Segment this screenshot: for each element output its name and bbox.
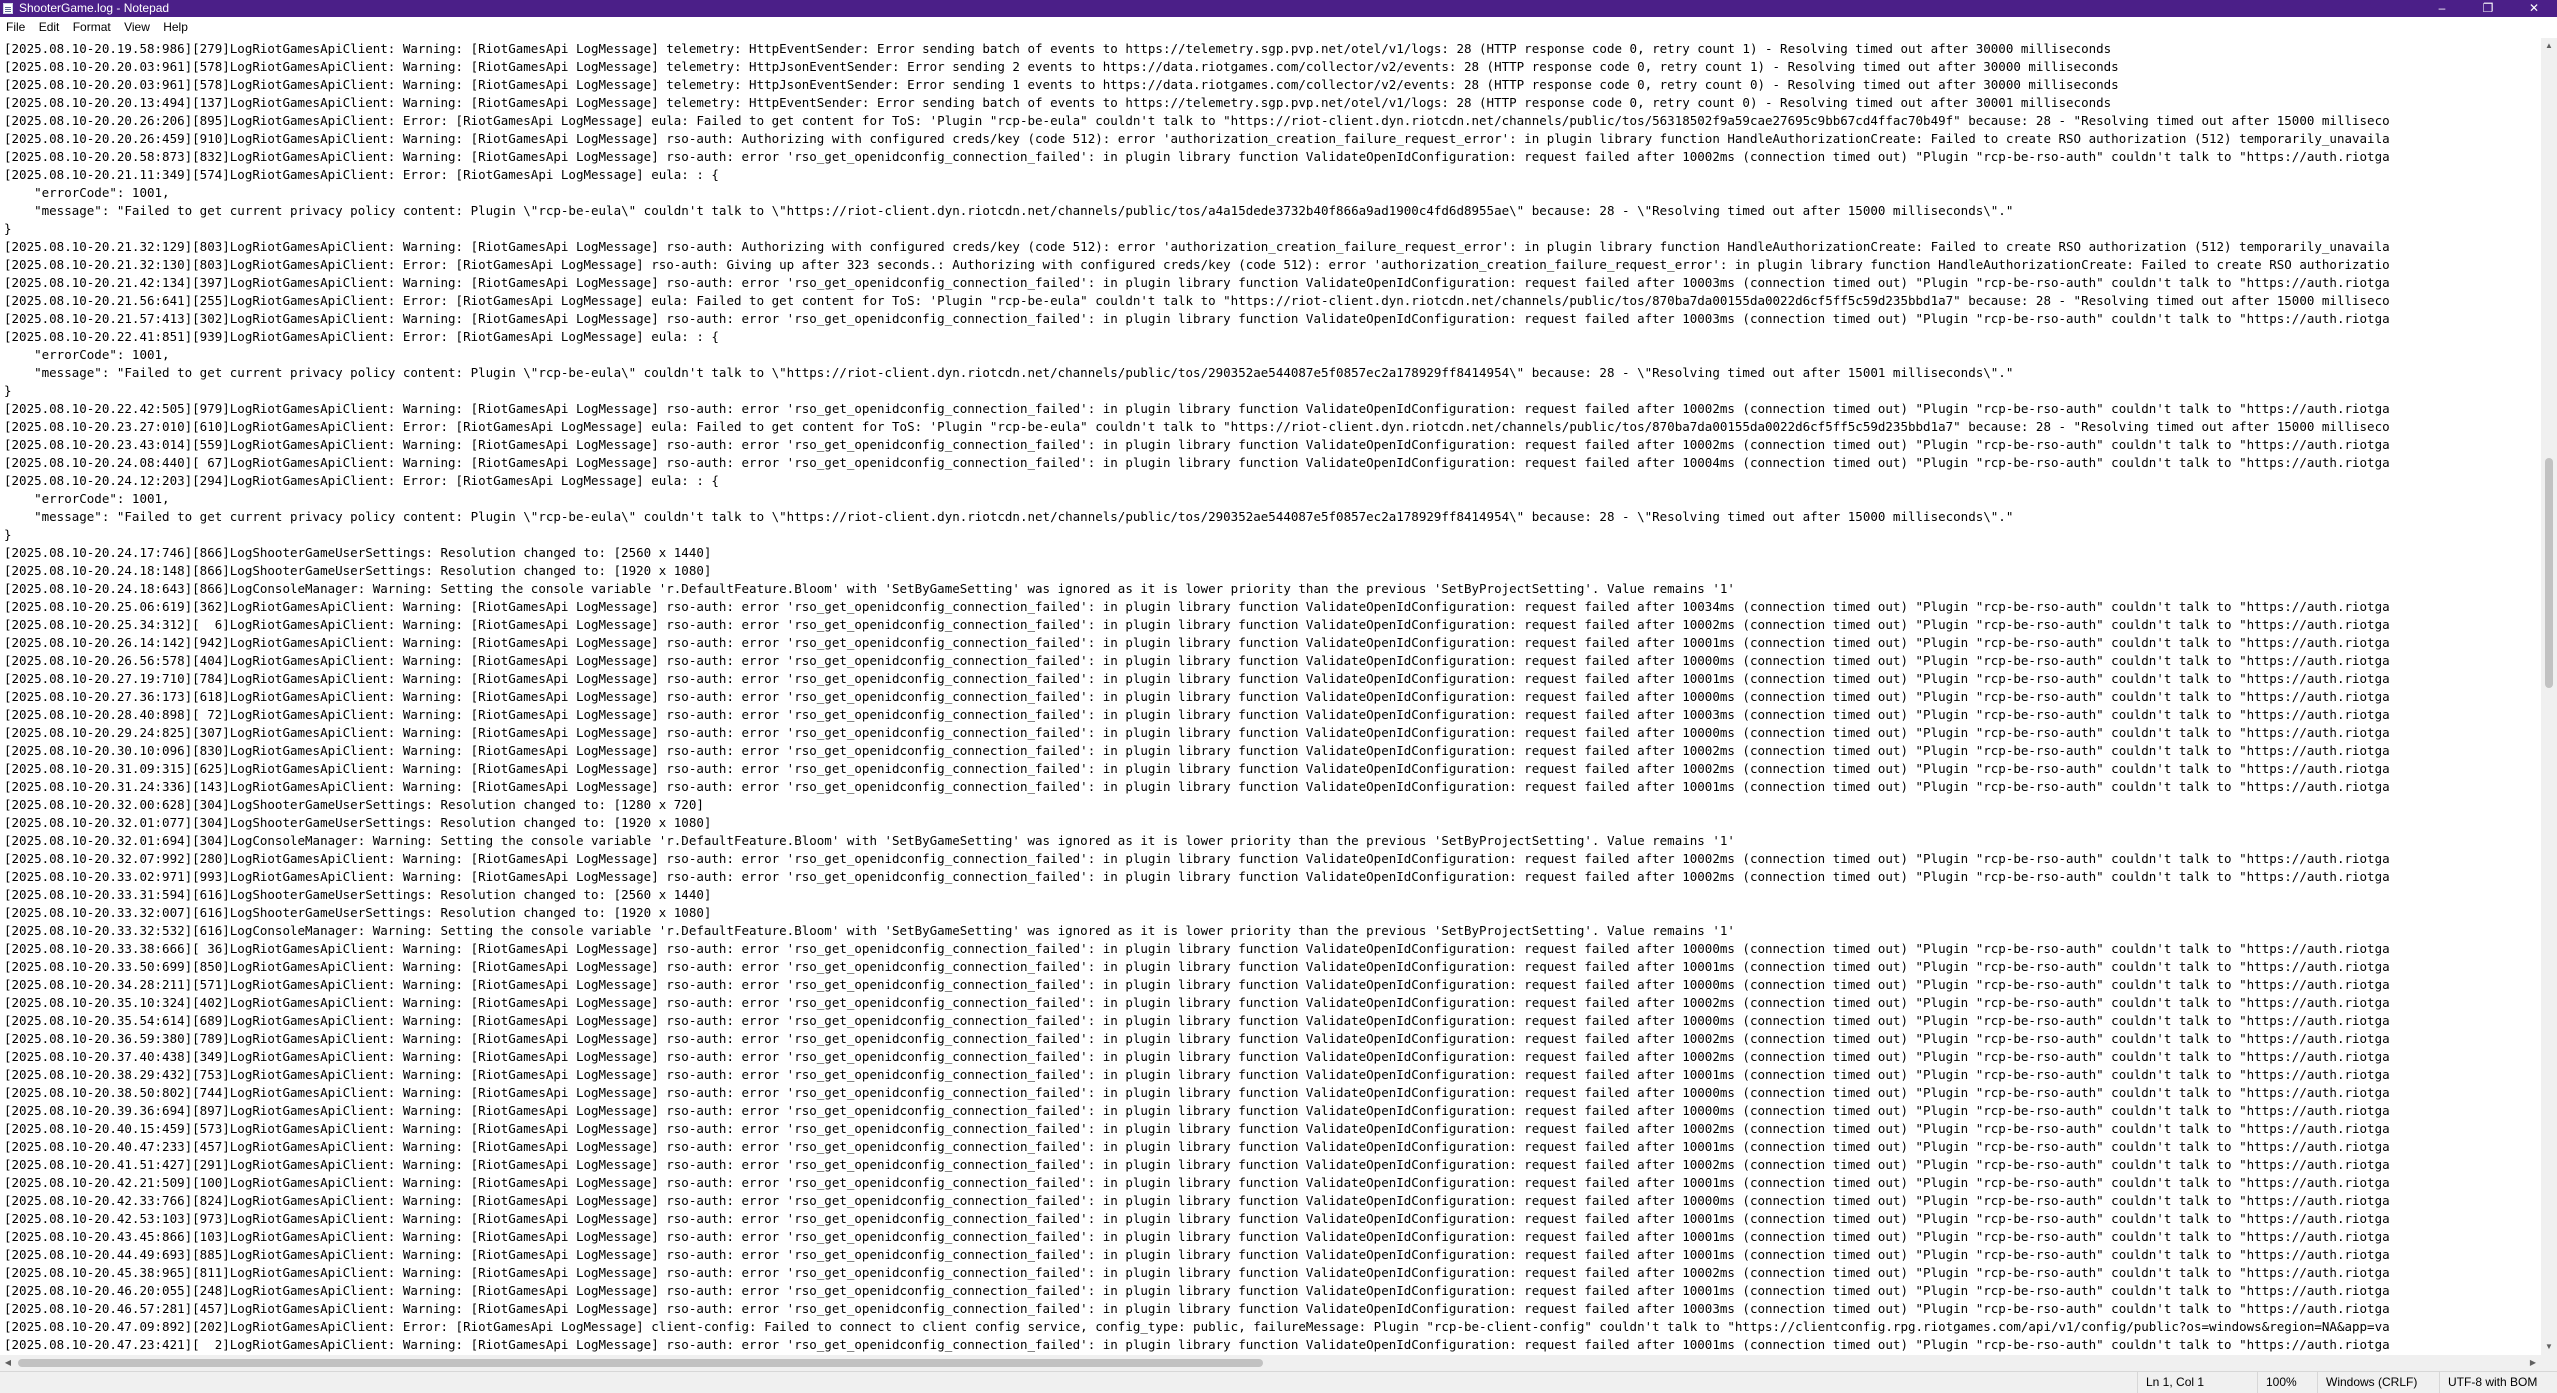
log-content[interactable] [0,38,2541,1354]
log-line: [2025.08.10-20.20.58:873][832]LogRiotGamesApiClient: Warning: [RiotGamesApi LogMessage] rso-auth: error 'rso_get_openidconfig_connection_failed': in plugin library function ValidateOpenIdConfiguration: request failed after 10002ms (connection timed out) "Plugin "rcp-be-rso-auth" couldn't talk to "https://auth.riotga [4,149,2390,164]
vertical-scroll-thumb[interactable] [2545,458,2553,688]
log-line: "errorCode": 1001, [4,347,170,362]
log-line: [2025.08.10-20.46.57:281][457]LogRiotGamesApiClient: Warning: [RiotGamesApi LogMessage] rso-auth: error 'rso_get_openidconfig_connection_failed': in plugin library function ValidateOpenIdConfiguration: request failed after 10003ms (connection timed out) "Plugin "rcp-be-rso-auth" couldn't talk to "https://auth.riotga [4,1301,2390,1316]
log-line: [2025.08.10-20.37.40:438][349]LogRiotGamesApiClient: Warning: [RiotGamesApi LogMessage] rso-auth: error 'rso_get_openidconfig_connection_failed': in plugin library function ValidateOpenIdConfiguration: request failed after 10002ms (connection timed out) "Plugin "rcp-be-rso-auth" couldn't talk to "https://auth.riotga [4,1049,2390,1064]
log-line: [2025.08.10-20.20.26:206][895]LogRiotGamesApiClient: Error: [RiotGamesApi LogMessage] eula: Failed to get content for ToS: 'Plugin "rcp-be-eula" couldn't talk to "https://riot-client.dyn.riotcdn.net/channels/public/tos/56318502f9a59cae27695c9bb67cd4ffac70b49f" because: 28 - "Resolving timed out after 15000 milliseco [4,113,2390,128]
log-line: "message": "Failed to get current privacy policy content: Plugin \"rcp-be-eula\" couldn't talk to \"https://riot-client.dyn.riotcdn.net/channels/public/tos/290352ae544087e5f0857ec2a178929ff8414954\" because: 28 - \"Resolving timed out after 15000 milliseconds\"." [4,509,2014,524]
log-line: [2025.08.10-20.33.32:532][616]LogConsoleManager: Warning: Setting the console variable 'r.DefaultFeature.Bloom' with 'SetByGameSetting' was ignored as it is lower priority than the previous 'SetByProjectSetting'. Value remains '1' [4,923,1735,938]
maximize-button[interactable]: ❐ [2482,1,2494,15]
log-line: [2025.08.10-20.21.11:349][574]LogRiotGamesApiClient: Error: [RiotGamesApi LogMessage] eula: : { [4,167,719,182]
log-line: [2025.08.10-20.32.01:077][304]LogShooterGameUserSettings: Resolution changed to: [1920 x 1080] [4,815,712,830]
window-title: ShooterGame.log - Notepad [19,1,170,15]
log-line: [2025.08.10-20.40.15:459][573]LogRiotGamesApiClient: Warning: [RiotGamesApi LogMessage] rso-auth: error 'rso_get_openidconfig_connection_failed': in plugin library function ValidateOpenIdConfiguration: request failed after 10002ms (connection timed out) "Plugin "rcp-be-rso-auth" couldn't talk to "https://auth.riotga [4,1121,2390,1136]
log-line: [2025.08.10-20.20.13:494][137]LogRiotGamesApiClient: Warning: [RiotGamesApi LogMessage] telemetry: HttpEventSender: Error sending batch of events to https://telemetry.sgp.pvp.net/otel/v1/logs: 28 (HTTP response code 0, retry count 0) - Resolving timed out after 30001 milliseconds [4,95,2112,110]
log-line: [2025.08.10-20.32.00:628][304]LogShooterGameUserSettings: Resolution changed to: [1280 x 720] [4,797,704,812]
log-line: [2025.08.10-20.25.34:312][ 6]LogRiotGamesApiClient: Warning: [RiotGamesApi LogMessage] rso-auth: error 'rso_get_openidconfig_connection_failed': in plugin library function ValidateOpenIdConfiguration: request failed after 10002ms (connection timed out) "Plugin "rcp-be-rso-auth" couldn't talk to "https://auth.riotga [4,617,2390,632]
vertical-scrollbar[interactable] [2541,38,2557,1355]
close-button[interactable]: ✕ [2528,1,2540,15]
log-line: [2025.08.10-20.24.08:440][ 67]LogRiotGamesApiClient: Warning: [RiotGamesApi LogMessage] rso-auth: error 'rso_get_openidconfig_connection_failed': in plugin library function ValidateOpenIdConfiguration: request failed after 10004ms (connection timed out) "Plugin "rcp-be-rso-auth" couldn't talk to "https://auth.riotga [4,455,2390,470]
notepad-icon [3,3,13,14]
log-line: [2025.08.10-20.45.38:965][811]LogRiotGamesApiClient: Warning: [RiotGamesApi LogMessage] rso-auth: error 'rso_get_openidconfig_connection_failed': in plugin library function ValidateOpenIdConfiguration: request failed after 10002ms (connection timed out) "Plugin "rcp-be-rso-auth" couldn't talk to "https://auth.riotga [4,1265,2390,1280]
log-line: [2025.08.10-20.47.23:421][ 2]LogRiotGamesApiClient: Warning: [RiotGamesApi LogMessage] rso-auth: error 'rso_get_openidconfig_connection_failed': in plugin library function ValidateOpenIdConfiguration: request failed after 10001ms (connection timed out) "Plugin "rcp-be-rso-auth" couldn't talk to "https://auth.riotga [4,1337,2390,1352]
log-line: } [4,221,12,236]
log-line: "errorCode": 1001, [4,491,170,506]
log-line: [2025.08.10-20.39.36:694][897]LogRiotGamesApiClient: Warning: [RiotGamesApi LogMessage] rso-auth: error 'rso_get_openidconfig_connection_failed': in plugin library function ValidateOpenIdConfiguration: request failed after 10000ms (connection timed out) "Plugin "rcp-be-rso-auth" couldn't talk to "https://auth.riotga [4,1103,2390,1118]
horizontal-scroll-thumb[interactable] [18,1359,1263,1367]
log-line: [2025.08.10-20.31.09:315][625]LogRiotGamesApiClient: Warning: [RiotGamesApi LogMessage] rso-auth: error 'rso_get_openidconfig_connection_failed': in plugin library function ValidateOpenIdConfiguration: request failed after 10002ms (connection timed out) "Plugin "rcp-be-rso-auth" couldn't talk to "https://auth.riotga [4,761,2390,776]
log-line: [2025.08.10-20.19.58:986][279]LogRiotGamesApiClient: Warning: [RiotGamesApi LogMessage] telemetry: HttpEventSender: Error sending batch of events to https://telemetry.sgp.pvp.net/otel/v1/logs: 28 (HTTP response code 0, retry count 1) - Resolving timed out after 30000 milliseconds [4,41,2112,56]
log-line: [2025.08.10-20.24.17:746][866]LogShooterGameUserSettings: Resolution changed to: [2560 x 1440] [4,545,712,560]
encoding: UTF-8 with BOM [2439,1372,2557,1393]
log-line: [2025.08.10-20.24.18:148][866]LogShooterGameUserSettings: Resolution changed to: [1920 x 1080] [4,563,712,578]
log-line: [2025.08.10-20.32.01:694][304]LogConsoleManager: Warning: Setting the console variable 'r.DefaultFeature.Bloom' with 'SetByGameSetting' was ignored as it is lower priority than the previous 'SetByProjectSetting'. Value remains '1' [4,833,1735,848]
log-line: "message": "Failed to get current privacy policy content: Plugin \"rcp-be-eula\" couldn't talk to \"https://riot-client.dyn.riotcdn.net/channels/public/tos/a4a15dede3732b40f866a9ad1900c4fd6d8955ae\" because: 28 - \"Resolving timed out after 15000 milliseconds\"." [4,203,2014,218]
scroll-up-icon[interactable]: ▲ [2545,41,2553,50]
zoom-level: 100% [2257,1372,2317,1393]
log-line: [2025.08.10-20.21.42:134][397]LogRiotGamesApiClient: Warning: [RiotGamesApi LogMessage] rso-auth: error 'rso_get_openidconfig_connection_failed': in plugin library function ValidateOpenIdConfiguration: request failed after 10003ms (connection timed out) "Plugin "rcp-be-rso-auth" couldn't talk to "https://auth.riotga [4,275,2390,290]
log-line: [2025.08.10-20.27.36:173][618]LogRiotGamesApiClient: Warning: [RiotGamesApi LogMessage] rso-auth: error 'rso_get_openidconfig_connection_failed': in plugin library function ValidateOpenIdConfiguration: request failed after 10000ms (connection timed out) "Plugin "rcp-be-rso-auth" couldn't talk to "https://auth.riotga [4,689,2390,704]
log-line: [2025.08.10-20.33.50:699][850]LogRiotGamesApiClient: Warning: [RiotGamesApi LogMessage] rso-auth: error 'rso_get_openidconfig_connection_failed': in plugin library function ValidateOpenIdConfiguration: request failed after 10001ms (connection timed out) "Plugin "rcp-be-rso-auth" couldn't talk to "https://auth.riotga [4,959,2390,974]
status-bar [0,1371,2557,1393]
menu-file[interactable]: File [6,20,26,34]
log-line: [2025.08.10-20.26.14:142][942]LogRiotGamesApiClient: Warning: [RiotGamesApi LogMessage] rso-auth: error 'rso_get_openidconfig_connection_failed': in plugin library function ValidateOpenIdConfiguration: request failed after 10001ms (connection timed out) "Plugin "rcp-be-rso-auth" couldn't talk to "https://auth.riotga [4,635,2390,650]
log-line: [2025.08.10-20.25.06:619][362]LogRiotGamesApiClient: Warning: [RiotGamesApi LogMessage] rso-auth: error 'rso_get_openidconfig_connection_failed': in plugin library function ValidateOpenIdConfiguration: request failed after 10034ms (connection timed out) "Plugin "rcp-be-rso-auth" couldn't talk to "https://auth.riotga [4,599,2390,614]
log-line: [2025.08.10-20.33.02:971][993]LogRiotGamesApiClient: Warning: [RiotGamesApi LogMessage] rso-auth: error 'rso_get_openidconfig_connection_failed': in plugin library function ValidateOpenIdConfiguration: request failed after 10002ms (connection timed out) "Plugin "rcp-be-rso-auth" couldn't talk to "https://auth.riotga [4,869,2390,884]
log-line: [2025.08.10-20.46.20:055][248]LogRiotGamesApiClient: Warning: [RiotGamesApi LogMessage] rso-auth: error 'rso_get_openidconfig_connection_failed': in plugin library function ValidateOpenIdConfiguration: request failed after 10001ms (connection timed out) "Plugin "rcp-be-rso-auth" couldn't talk to "https://auth.riotga [4,1283,2390,1298]
log-line: [2025.08.10-20.42.53:103][973]LogRiotGamesApiClient: Warning: [RiotGamesApi LogMessage] rso-auth: error 'rso_get_openidconfig_connection_failed': in plugin library function ValidateOpenIdConfiguration: request failed after 10001ms (connection timed out) "Plugin "rcp-be-rso-auth" couldn't talk to "https://auth.riotga [4,1211,2390,1226]
log-line: [2025.08.10-20.40.47:233][457]LogRiotGamesApiClient: Warning: [RiotGamesApi LogMessage] rso-auth: error 'rso_get_openidconfig_connection_failed': in plugin library function ValidateOpenIdConfiguration: request failed after 10001ms (connection timed out) "Plugin "rcp-be-rso-auth" couldn't talk to "https://auth.riotga [4,1139,2390,1154]
menu-bar [0,17,2557,38]
log-line: [2025.08.10-20.47.09:892][202]LogRiotGamesApiClient: Error: [RiotGamesApi LogMessage] client-config: Failed to connect to client config service, config_type: public, failureMessage: Plugin "rcp-be-client-config" couldn't talk to "https://clientconfig.rpg.riotgames.com/api/v1/config/public?os=windows&region=NA&app=va [4,1319,2390,1334]
log-line: [2025.08.10-20.43.45:866][103]LogRiotGamesApiClient: Warning: [RiotGamesApi LogMessage] rso-auth: error 'rso_get_openidconfig_connection_failed': in plugin library function ValidateOpenIdConfiguration: request failed after 10001ms (connection timed out) "Plugin "rcp-be-rso-auth" couldn't talk to "https://auth.riotga [4,1229,2390,1244]
scroll-right-icon[interactable]: ▶ [2529,1358,2537,1367]
log-line: [2025.08.10-20.38.50:802][744]LogRiotGamesApiClient: Warning: [RiotGamesApi LogMessage] rso-auth: error 'rso_get_openidconfig_connection_failed': in plugin library function ValidateOpenIdConfiguration: request failed after 10000ms (connection timed out) "Plugin "rcp-be-rso-auth" couldn't talk to "https://auth.riotga [4,1085,2390,1100]
log-line: [2025.08.10-20.30.10:096][830]LogRiotGamesApiClient: Warning: [RiotGamesApi LogMessage] rso-auth: error 'rso_get_openidconfig_connection_failed': in plugin library function ValidateOpenIdConfiguration: request failed after 10002ms (connection timed out) "Plugin "rcp-be-rso-auth" couldn't talk to "https://auth.riotga [4,743,2390,758]
log-line: [2025.08.10-20.34.28:211][571]LogRiotGamesApiClient: Warning: [RiotGamesApi LogMessage] rso-auth: error 'rso_get_openidconfig_connection_failed': in plugin library function ValidateOpenIdConfiguration: request failed after 10000ms (connection timed out) "Plugin "rcp-be-rso-auth" couldn't talk to "https://auth.riotga [4,977,2390,992]
log-line: [2025.08.10-20.20.03:961][578]LogRiotGamesApiClient: Warning: [RiotGamesApi LogMessage] telemetry: HttpJsonEventSender: Error sending 2 events to https://data.riotgames.com/collector/v2/events: 28 (HTTP response code 0, retry count 1) - Resolving timed out after 30000 milliseconds [4,59,2119,74]
log-line: } [4,383,12,398]
log-line: [2025.08.10-20.35.10:324][402]LogRiotGamesApiClient: Warning: [RiotGamesApi LogMessage] rso-auth: error 'rso_get_openidconfig_connection_failed': in plugin library function ValidateOpenIdConfiguration: request failed after 10002ms (connection timed out) "Plugin "rcp-be-rso-auth" couldn't talk to "https://auth.riotga [4,995,2390,1010]
log-line: [2025.08.10-20.31.24:336][143]LogRiotGamesApiClient: Warning: [RiotGamesApi LogMessage] rso-auth: error 'rso_get_openidconfig_connection_failed': in plugin library function ValidateOpenIdConfiguration: request failed after 10001ms (connection timed out) "Plugin "rcp-be-rso-auth" couldn't talk to "https://auth.riotga [4,779,2390,794]
window-controls [2419,0,2557,17]
log-line: [2025.08.10-20.21.57:413][302]LogRiotGamesApiClient: Warning: [RiotGamesApi LogMessage] rso-auth: error 'rso_get_openidconfig_connection_failed': in plugin library function ValidateOpenIdConfiguration: request failed after 10003ms (connection timed out) "Plugin "rcp-be-rso-auth" couldn't talk to "https://auth.riotga [4,311,2390,326]
log-line: [2025.08.10-20.28.40:898][ 72]LogRiotGamesApiClient: Warning: [RiotGamesApi LogMessage] rso-auth: error 'rso_get_openidconfig_connection_failed': in plugin library function ValidateOpenIdConfiguration: request failed after 10003ms (connection timed out) "Plugin "rcp-be-rso-auth" couldn't talk to "https://auth.riotga [4,707,2390,722]
log-line: [2025.08.10-20.24.18:643][866]LogConsoleManager: Warning: Setting the console variable 'r.DefaultFeature.Bloom' with 'SetByGameSetting' was ignored as it is lower priority than the previous 'SetByProjectSetting'. Value remains '1' [4,581,1735,596]
log-line: [2025.08.10-20.22.42:505][979]LogRiotGamesApiClient: Warning: [RiotGamesApi LogMessage] rso-auth: error 'rso_get_openidconfig_connection_failed': in plugin library function ValidateOpenIdConfiguration: request failed after 10002ms (connection timed out) "Plugin "rcp-be-rso-auth" couldn't talk to "https://auth.riotga [4,401,2390,416]
log-line: [2025.08.10-20.42.33:766][824]LogRiotGamesApiClient: Warning: [RiotGamesApi LogMessage] rso-auth: error 'rso_get_openidconfig_connection_failed': in plugin library function ValidateOpenIdConfiguration: request failed after 10000ms (connection timed out) "Plugin "rcp-be-rso-auth" couldn't talk to "https://auth.riotga [4,1193,2390,1208]
menu-help[interactable]: Help [163,20,188,34]
scroll-left-icon[interactable]: ◀ [4,1358,12,1367]
log-line: [2025.08.10-20.35.54:614][689]LogRiotGamesApiClient: Warning: [RiotGamesApi LogMessage] rso-auth: error 'rso_get_openidconfig_connection_failed': in plugin library function ValidateOpenIdConfiguration: request failed after 10000ms (connection timed out) "Plugin "rcp-be-rso-auth" couldn't talk to "https://auth.riotga [4,1013,2390,1028]
log-line: [2025.08.10-20.21.32:129][803]LogRiotGamesApiClient: Warning: [RiotGamesApi LogMessage] rso-auth: Authorizing with configured creds/key (code 512): error 'authorization_creation_failure_request_error': in plugin library function HandleAuthorizationCreate: Failed to create RSO authorization (512) temporarily_unavaila [4,239,2390,254]
menu-view[interactable]: View [124,20,150,34]
log-line: [2025.08.10-20.41.51:427][291]LogRiotGamesApiClient: Warning: [RiotGamesApi LogMessage] rso-auth: error 'rso_get_openidconfig_connection_failed': in plugin library function ValidateOpenIdConfiguration: request failed after 10002ms (connection timed out) "Plugin "rcp-be-rso-auth" couldn't talk to "https://auth.riotga [4,1157,2390,1172]
log-line: [2025.08.10-20.33.38:666][ 36]LogRiotGamesApiClient: Warning: [RiotGamesApi LogMessage] rso-auth: error 'rso_get_openidconfig_connection_failed': in plugin library function ValidateOpenIdConfiguration: request failed after 10000ms (connection timed out) "Plugin "rcp-be-rso-auth" couldn't talk to "https://auth.riotga [4,941,2390,956]
horizontal-scrollbar[interactable] [0,1355,2541,1371]
log-line: [2025.08.10-20.29.24:825][307]LogRiotGamesApiClient: Warning: [RiotGamesApi LogMessage] rso-auth: error 'rso_get_openidconfig_connection_failed': in plugin library function ValidateOpenIdConfiguration: request failed after 10000ms (connection timed out) "Plugin "rcp-be-rso-auth" couldn't talk to "https://auth.riotga [4,725,2390,740]
log-line: [2025.08.10-20.33.31:594][616]LogShooterGameUserSettings: Resolution changed to: [2560 x 1440] [4,887,712,902]
scroll-down-icon[interactable]: ▼ [2545,1342,2553,1351]
log-line: [2025.08.10-20.36.59:380][789]LogRiotGamesApiClient: Warning: [RiotGamesApi LogMessage] rso-auth: error 'rso_get_openidconfig_connection_failed': in plugin library function ValidateOpenIdConfiguration: request failed after 10002ms (connection timed out) "Plugin "rcp-be-rso-auth" couldn't talk to "https://auth.riotga [4,1031,2390,1046]
log-line: [2025.08.10-20.33.32:007][616]LogShooterGameUserSettings: Resolution changed to: [1920 x 1080] [4,905,712,920]
log-line: [2025.08.10-20.24.12:203][294]LogRiotGamesApiClient: Error: [RiotGamesApi LogMessage] eula: : { [4,473,719,488]
menu-edit[interactable]: Edit [38,20,60,34]
log-line: [2025.08.10-20.22.41:851][939]LogRiotGamesApiClient: Error: [RiotGamesApi LogMessage] eula: : { [4,329,719,344]
log-line: [2025.08.10-20.23.27:010][610]LogRiotGamesApiClient: Error: [RiotGamesApi LogMessage] eula: Failed to get content for ToS: 'Plugin "rcp-be-eula" couldn't talk to "https://riot-client.dyn.riotcdn.net/channels/public/tos/870ba7da00155da0022d6cf5ff5c59d235bbd1a7" because: 28 - "Resolving timed out after 15000 milliseco [4,419,2390,434]
line-ending: Windows (CRLF) [2317,1372,2439,1393]
log-line: "errorCode": 1001, [4,185,170,200]
text-editor[interactable] [0,38,2541,1355]
log-line: [2025.08.10-20.20.26:459][910]LogRiotGamesApiClient: Warning: [RiotGamesApi LogMessage] rso-auth: Authorizing with configured creds/key (code 512): error 'authorization_creation_failure_request_error': in plugin library function HandleAuthorizationCreate: Failed to create RSO authorization (512) temporarily_unavaila [4,131,2390,146]
minimize-button[interactable]: – [2438,1,2446,15]
title-bar [0,0,2557,17]
log-line: [2025.08.10-20.27.19:710][784]LogRiotGamesApiClient: Warning: [RiotGamesApi LogMessage] rso-auth: error 'rso_get_openidconfig_connection_failed': in plugin library function ValidateOpenIdConfiguration: request failed after 10001ms (connection timed out) "Plugin "rcp-be-rso-auth" couldn't talk to "https://auth.riotga [4,671,2390,686]
log-line: [2025.08.10-20.38.29:432][753]LogRiotGamesApiClient: Warning: [RiotGamesApi LogMessage] rso-auth: error 'rso_get_openidconfig_connection_failed': in plugin library function ValidateOpenIdConfiguration: request failed after 10001ms (connection timed out) "Plugin "rcp-be-rso-auth" couldn't talk to "https://auth.riotga [4,1067,2390,1082]
log-line: [2025.08.10-20.32.07:992][280]LogRiotGamesApiClient: Warning: [RiotGamesApi LogMessage] rso-auth: error 'rso_get_openidconfig_connection_failed': in plugin library function ValidateOpenIdConfiguration: request failed after 10002ms (connection timed out) "Plugin "rcp-be-rso-auth" couldn't talk to "https://auth.riotga [4,851,2390,866]
log-line: [2025.08.10-20.21.32:130][803]LogRiotGamesApiClient: Error: [RiotGamesApi LogMessage] rso-auth: Giving up after 323 seconds.: Authorizing with configured creds/key (code 512): error 'authorization_creation_failure_request_error': in plugin library function HandleAuthorizationCreate: Failed to create RSO authorizatio [4,257,2390,272]
cursor-position: Ln 1, Col 1 [2137,1372,2257,1393]
log-line: [2025.08.10-20.20.03:961][578]LogRiotGamesApiClient: Warning: [RiotGamesApi LogMessage] telemetry: HttpJsonEventSender: Error sending 1 events to https://data.riotgames.com/collector/v2/events: 28 (HTTP response code 0, retry count 0) - Resolving timed out after 30000 milliseconds [4,77,2119,92]
log-line: [2025.08.10-20.42.21:509][100]LogRiotGamesApiClient: Warning: [RiotGamesApi LogMessage] rso-auth: error 'rso_get_openidconfig_connection_failed': in plugin library function ValidateOpenIdConfiguration: request failed after 10001ms (connection timed out) "Plugin "rcp-be-rso-auth" couldn't talk to "https://auth.riotga [4,1175,2390,1190]
log-line: } [4,527,12,542]
log-line: [2025.08.10-20.26.56:578][404]LogRiotGamesApiClient: Warning: [RiotGamesApi LogMessage] rso-auth: error 'rso_get_openidconfig_connection_failed': in plugin library function ValidateOpenIdConfiguration: request failed after 10000ms (connection timed out) "Plugin "rcp-be-rso-auth" couldn't talk to "https://auth.riotga [4,653,2390,668]
log-line: "message": "Failed to get current privacy policy content: Plugin \"rcp-be-eula\" couldn't talk to \"https://riot-client.dyn.riotcdn.net/channels/public/tos/290352ae544087e5f0857ec2a178929ff8414954\" because: 28 - \"Resolving timed out after 15001 milliseconds\"." [4,365,2014,380]
log-line: [2025.08.10-20.44.49:693][885]LogRiotGamesApiClient: Warning: [RiotGamesApi LogMessage] rso-auth: error 'rso_get_openidconfig_connection_failed': in plugin library function ValidateOpenIdConfiguration: request failed after 10001ms (connection timed out) "Plugin "rcp-be-rso-auth" couldn't talk to "https://auth.riotga [4,1247,2390,1262]
log-line: [2025.08.10-20.23.43:014][559]LogRiotGamesApiClient: Warning: [RiotGamesApi LogMessage] rso-auth: error 'rso_get_openidconfig_connection_failed': in plugin library function ValidateOpenIdConfiguration: request failed after 10002ms (connection timed out) "Plugin "rcp-be-rso-auth" couldn't talk to "https://auth.riotga [4,437,2390,452]
menu-format[interactable]: Format [72,20,111,34]
log-line: [2025.08.10-20.21.56:641][255]LogRiotGamesApiClient: Error: [RiotGamesApi LogMessage] eula: Failed to get content for ToS: 'Plugin "rcp-be-eula" couldn't talk to "https://riot-client.dyn.riotcdn.net/channels/public/tos/870ba7da00155da0022d6cf5ff5c59d235bbd1a7" because: 28 - "Resolving timed out after 15000 milliseco [4,293,2390,308]
scrollbar-corner [2541,1355,2557,1371]
